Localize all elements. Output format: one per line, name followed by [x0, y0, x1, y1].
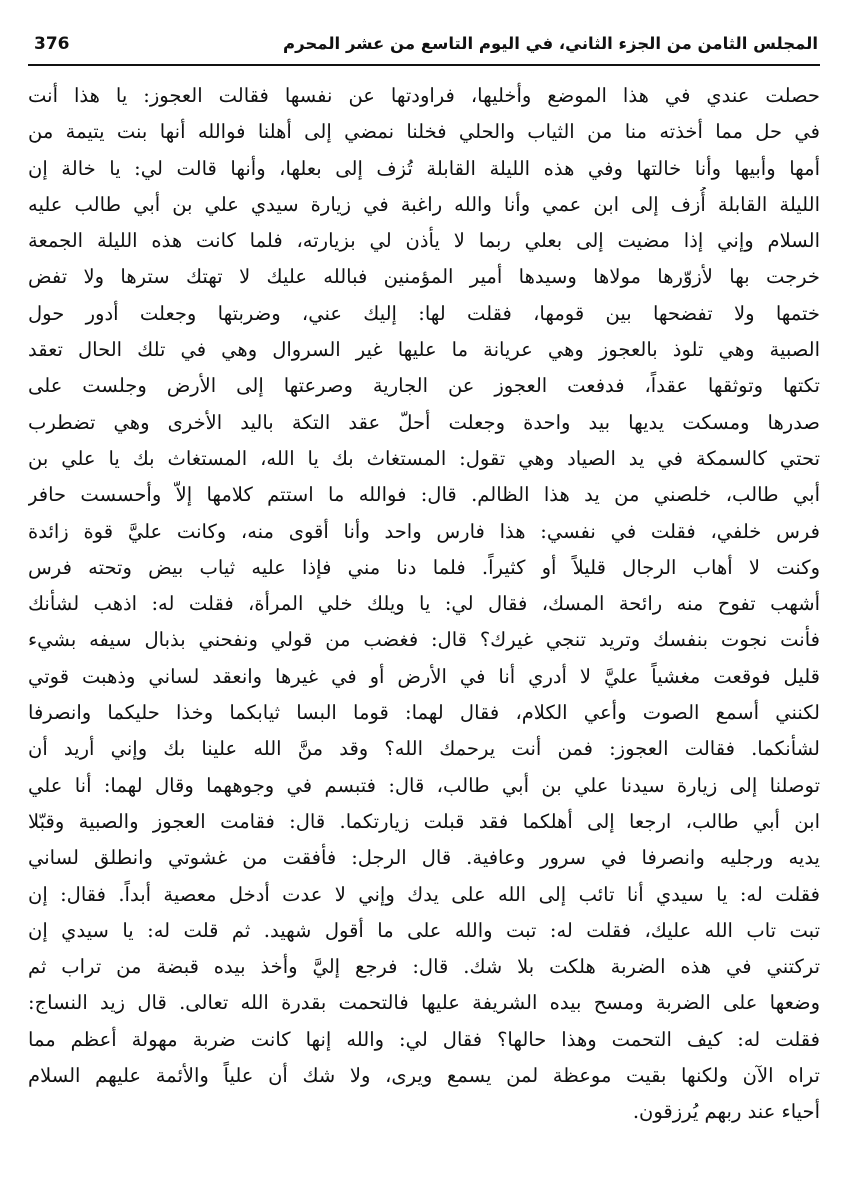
text-line: فقلت له: يا سيدي أنا تائب إلى الله على يدك وإني لا عدت أدخل معصية أبداً. فقال: إن — [28, 882, 820, 906]
running-header — [28, 30, 820, 66]
text-line: أبي طالب، خلصني من يد هذا الظالم. قال: فوالله ما استتم كلامها إلاّ وأحسست حافر — [28, 483, 820, 507]
text-line: تحتي كالسمكة في يد الصياد وهي تقول: المستغاث بك يا الله، المستغاث بك يا علي بن — [28, 446, 820, 470]
text-line: لشأنكما. فقالت العجوز: فمن أنت يرحمك الله؟ وقد منَّ الله علينا بك وإني أريد أن — [28, 737, 820, 761]
text-line: صدرها ومسكت يديها بيد واحدة وجعلت أحلّ عقد التكة باليد الأخرى وهي تضطرب — [28, 410, 820, 434]
text-line: خرجت بها لأزوّرها مولاها وسيدها أمير المؤمنين فبالله عليك لا تهتك سترها ولا تفض — [28, 265, 820, 289]
text-line: ختمها ولا تفضحها بين قومها، فقلت لها: إليك عني، وضربتها وجعلت أدور حول — [28, 301, 820, 325]
text-line: الصبية وهي تلوذ بالعجوز وهي عريانة ما عليها غير السروال وهي في تلك الحال تعقد — [28, 338, 820, 362]
text-line: أشهب تفوح منه رائحة المسك، فقال لي: يا ويلك خلي المرأة، فقلت له: اذهب لشأنك — [28, 592, 820, 616]
text-line: في حل مما أخذته منا من الثياب والحلي فخلنا نمضي إلى أهلنا فوالله أنها بنت يتيمة من — [28, 120, 820, 144]
text-line: تبت تاب الله عليك، فقلت له: تبت والله على ما أقول شهيد. ثم قلت له: يا سيدي إن — [28, 918, 820, 942]
book-page — [28, 30, 820, 1180]
text-line: تركتني في هذه الضربة هلكت بلا شك. قال: فرجع إليَّ وأخذ بيده قبضة من تراب ثم — [28, 955, 820, 979]
text-line: ابن أبي طالب، ارجعا إلى أهلكما فقد قبلت زيارتكما. قال: فقامت العجوز والصبية وقبّلا — [28, 809, 820, 833]
text-line: تراه الآن ولكنها بقيت موعظة لمن يسمع ويرى، ولا شك أن علياً والأئمة عليهم السلام — [28, 1064, 820, 1088]
text-line: تكتها وتوثقها عقداً، فدفعت العجوز عن الجارية وصرعتها إلى الأرض وجلست على — [28, 374, 820, 398]
text-line: حصلت عندي في هذا الموضع وأخليها، فراودتها عن نفسها فقالت العجوز: يا هذا أنت — [28, 84, 820, 107]
text-line: فأنت نجوت بنفسك وتريد تنجي غيرك؟ قال: فغضب من قولي ونفحني بذبال سيفه بشيء — [28, 628, 820, 652]
text-line: فرس خلفي، فقلت في نفسي: هذا فارس واحد وأنا أقوى منه، وكانت عليَّ قوة زائدة — [28, 519, 820, 543]
body-text — [28, 78, 820, 1131]
text-line: الليلة القابلة أُزف إلى ابن عمي وأنا والله راغبة في زيارة سيدي علي بن أبي طالب عليه — [28, 192, 820, 216]
text-line: يديه ورجليه وانصرفا في سرور وعافية. قال الرجل: فأفقت من غشوتي وانطلق لساني — [28, 846, 820, 870]
text-line: أمها وأبيها وأنا خالتها وفي هذه الليلة القابلة تُزف إلى بعلها، وأنها قالت لي: يا خالة إن — [28, 156, 820, 180]
text-line: وضعها على الضربة ومسح بيده الشريفة عليها فالتحمت بقدرة الله تعالى. قال زيد النساج: — [28, 991, 820, 1015]
text-line: فقلت له: كيف التحمت وهذا حالها؟ فقال لي: والله إنها كانت ضربة مهولة أعظم مما — [28, 1027, 820, 1051]
text-line: أحياء عند ربهم يُرزقون. — [632, 1100, 820, 1124]
page-number: 376 — [34, 34, 70, 54]
text-line: توصلنا إلى زيارة سيدنا علي بن أبي طالب، قال: فتبسم في وجوههما وقال لهما: أنا علي — [28, 773, 820, 797]
chapter-title: المجلس الثامن من الجزء الثاني، في اليوم التاسع من عشر المحرم — [283, 34, 818, 53]
text-line: قليل فوقعت مغشياً عليَّ لا أدري أنا في الأرض أو في غيرها وانعقد لساني وذهبت قوتي — [28, 664, 820, 688]
text-line: وكنت لا أهاب الرجال قليلاً أو كثيراً. فلما دنا مني فإذا عليه ثياب بيض وتحته فرس — [28, 555, 820, 579]
text-line: لكنني أسمع الصوت وأعي الكلام، فقال لهما: قوما البسا ثيابكما وخذا حليكما وانصرفا — [28, 701, 820, 725]
text-line: السلام وإني إذا مضيت إلى بعلي ربما لا يأذن لي بزيارته، فلما كانت هذه الليلة الجمعة — [28, 229, 820, 253]
